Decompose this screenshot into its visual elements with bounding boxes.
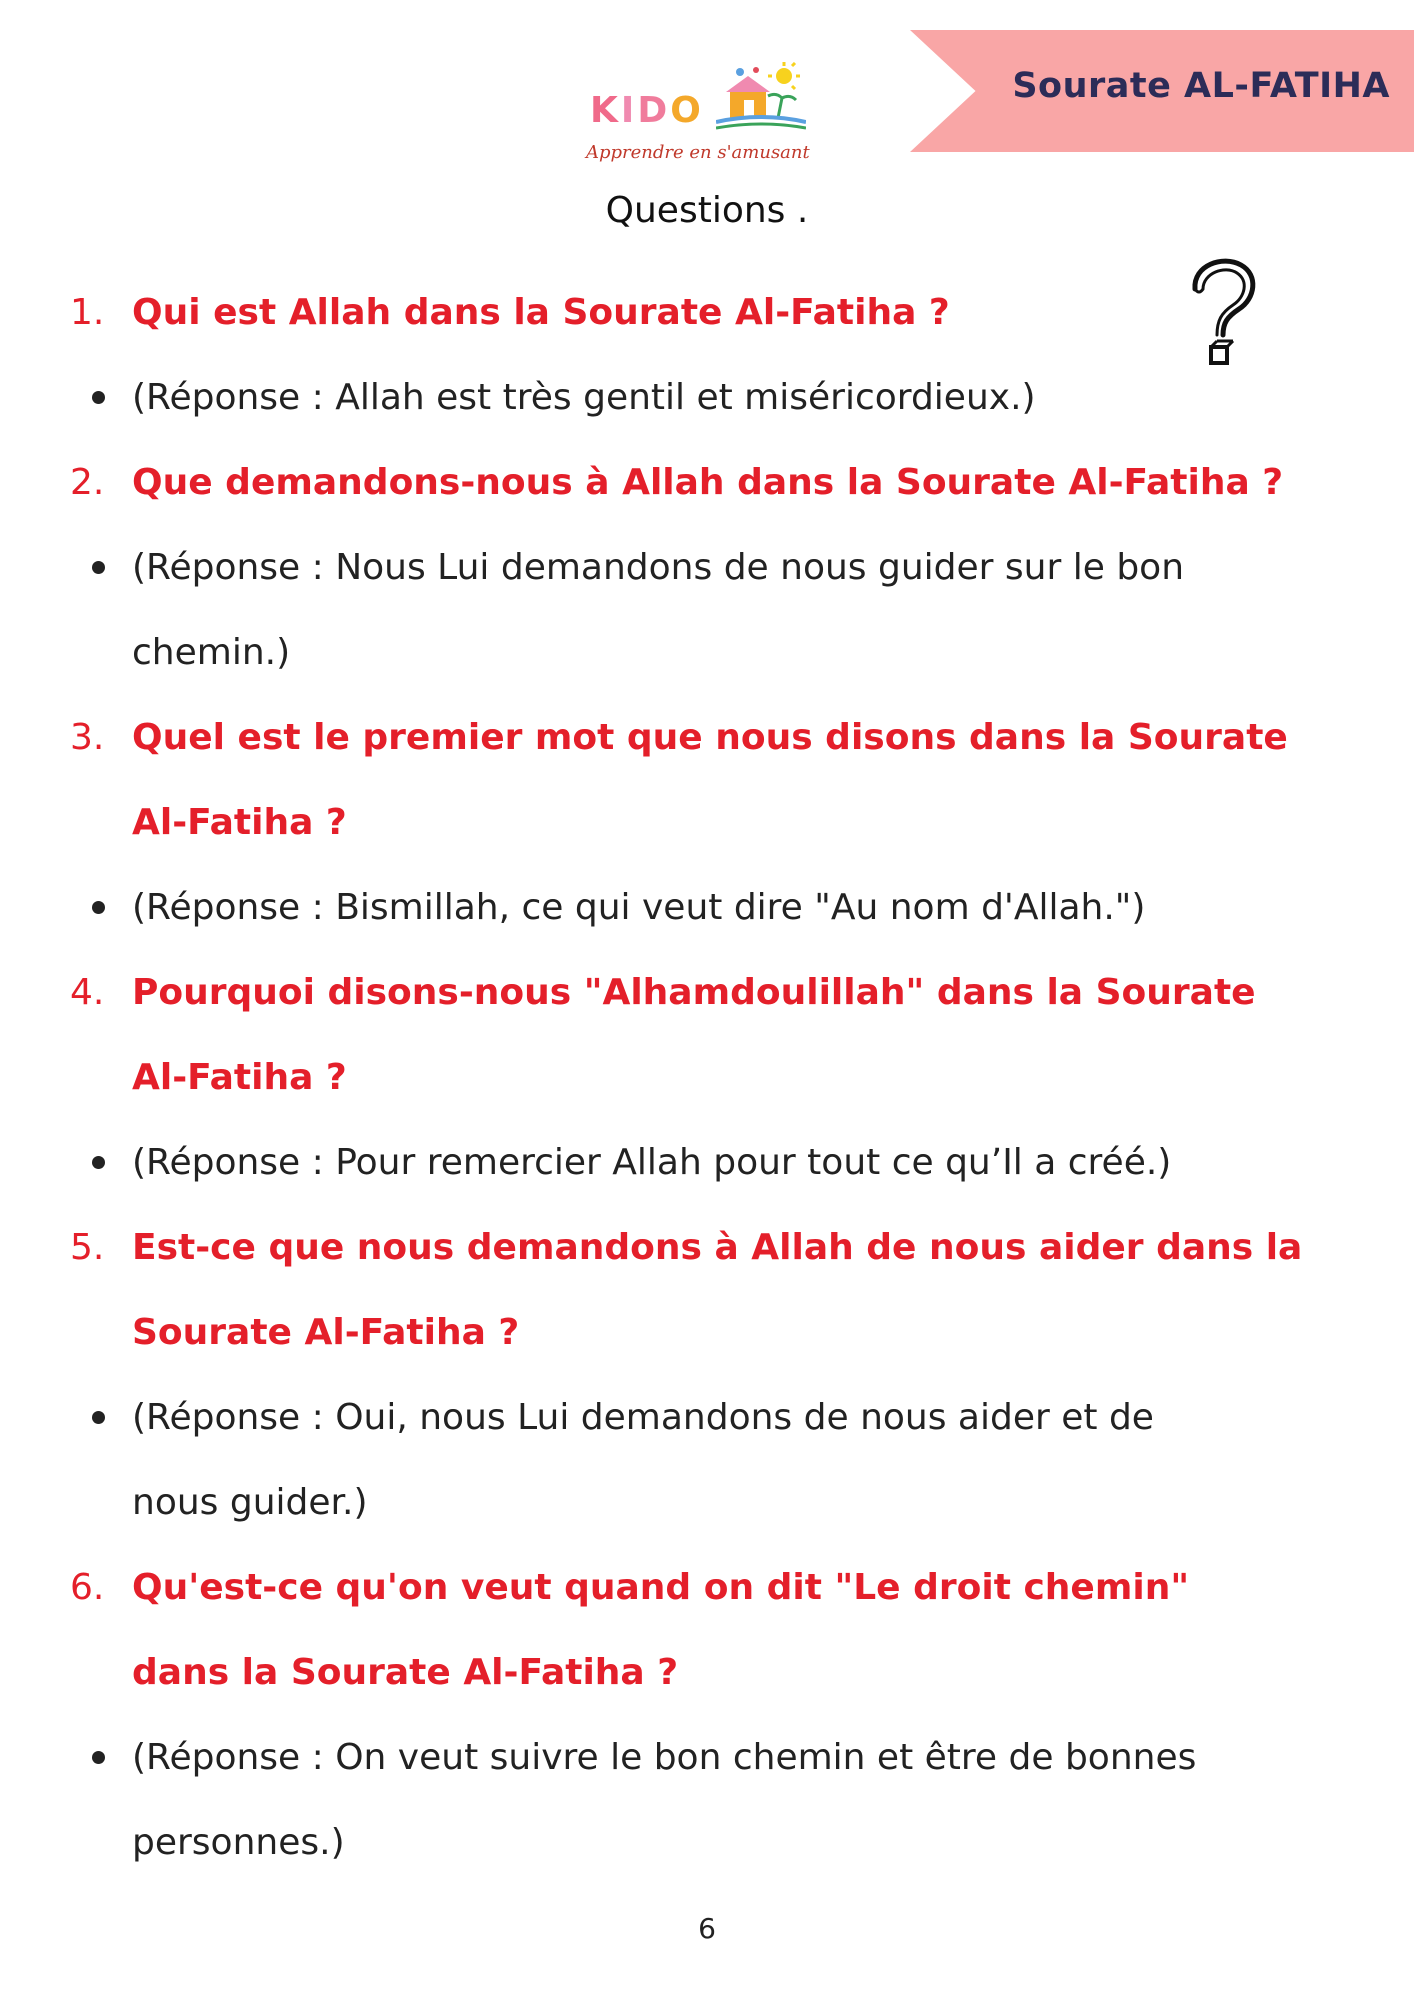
answer-line <box>80 1120 1360 1205</box>
question-line-continued <box>80 1035 1360 1120</box>
answer-text: chemin.) <box>132 632 291 673</box>
bullet-icon <box>92 391 105 404</box>
question-number: 5. <box>70 1227 105 1268</box>
question-text: Pourquoi disons-nous "Alhamdoulillah" dans la Sourate <box>132 972 1256 1013</box>
answer-text: (Réponse : Oui, nous Lui demandons de nous aider et de <box>132 1397 1154 1438</box>
question-number: 2. <box>70 462 105 503</box>
logo-tagline: Apprendre en s'amusant <box>586 142 810 163</box>
question-text: Est-ce que nous demandons à Allah de nous aider dans la <box>132 1227 1303 1268</box>
answer-line <box>80 1715 1360 1800</box>
question-line <box>70 950 1360 1035</box>
answer-text: (Réponse : Bismillah, ce qui veut dire "Au nom d'Allah.") <box>132 887 1146 928</box>
question-text: Qui est Allah dans la Sourate Al-Fatiha ? <box>132 292 950 333</box>
questions-list <box>70 270 1360 1885</box>
bullet-icon <box>92 1156 105 1169</box>
answer-line-continued <box>80 610 1360 695</box>
question-number: 4. <box>70 972 105 1013</box>
answer-line <box>80 355 1360 440</box>
question-text: Sourate Al-Fatiha ? <box>132 1312 520 1353</box>
question-text: Que demandons-nous à Allah dans la Sourate Al-Fatiha ? <box>132 462 1284 503</box>
answer-line <box>80 865 1360 950</box>
question-line <box>70 695 1360 780</box>
question-line <box>70 440 1360 525</box>
question-text: Qu'est-ce qu'on veut quand on dit "Le droit chemin" <box>132 1567 1190 1608</box>
bullet-icon <box>92 1751 105 1764</box>
answer-text: personnes.) <box>132 1822 345 1863</box>
question-line-continued <box>80 1630 1360 1715</box>
bullet-icon <box>92 901 105 914</box>
question-number: 3. <box>70 717 105 758</box>
logo-letter: K <box>590 90 619 131</box>
answer-text: nous guider.) <box>132 1482 368 1523</box>
bullet-icon <box>92 561 105 574</box>
logo-letter: I <box>620 90 636 131</box>
question-text: Al-Fatiha ? <box>132 802 347 843</box>
logo-wordmark <box>590 90 702 131</box>
question-line <box>70 270 1360 355</box>
question-text: Al-Fatiha ? <box>132 1057 347 1098</box>
answer-line-continued <box>80 1800 1360 1885</box>
question-line <box>70 1545 1360 1630</box>
question-line-continued <box>80 1290 1360 1375</box>
question-line <box>70 1205 1360 1290</box>
answer-line <box>80 1375 1360 1460</box>
question-text: Quel est le premier mot que nous disons dans la Sourate <box>132 717 1288 758</box>
question-number: 6. <box>70 1567 105 1608</box>
question-text: dans la Sourate Al-Fatiha ? <box>132 1652 679 1693</box>
bullet-icon <box>92 1411 105 1424</box>
answer-line <box>80 525 1360 610</box>
answer-text: (Réponse : Nous Lui demandons de nous guider sur le bon <box>132 547 1185 588</box>
logo-letter: D <box>637 90 669 131</box>
house-sun-logo-icon <box>716 62 806 132</box>
logo-letter: O <box>670 90 702 131</box>
page-number: 6 <box>698 1912 716 1945</box>
answer-text: (Réponse : On veut suivre le bon chemin et être de bonnes <box>132 1737 1197 1778</box>
answer-line-continued <box>80 1460 1360 1545</box>
answer-text: (Réponse : Pour remercier Allah pour tout ce qu’Il a créé.) <box>132 1142 1172 1183</box>
answer-text: (Réponse : Allah est très gentil et miséricordieux.) <box>132 377 1036 418</box>
question-number: 1. <box>70 292 105 333</box>
question-line-continued <box>80 780 1360 865</box>
kido-logo <box>580 62 850 172</box>
page-title: Questions . <box>605 190 809 231</box>
banner-title: Sourate AL-FATIHA <box>1012 66 1390 106</box>
